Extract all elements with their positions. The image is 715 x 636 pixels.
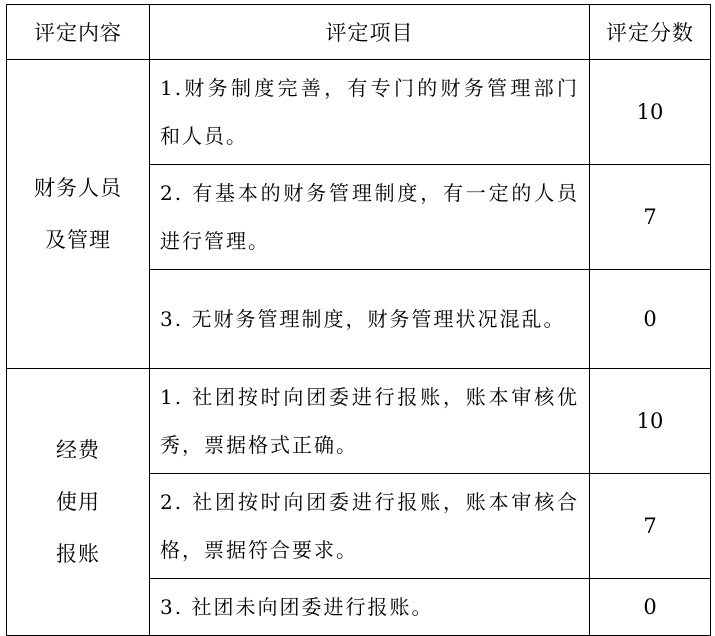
evaluation-table — [6, 4, 711, 636]
table-row — [7, 60, 711, 165]
item-cell: 3. 无财务管理制度，财务管理状况混乱。 — [150, 270, 590, 369]
header-item: 评定项目 — [150, 5, 590, 60]
category-line: 及管理 — [45, 228, 111, 252]
item-cell: 1.财务制度完善，有专门的财务管理部门和人员。 — [150, 60, 590, 165]
category-cell-funds — [7, 369, 150, 636]
table-row — [7, 369, 711, 474]
category-line: 财务人员 — [34, 176, 122, 200]
item-cell: 2. 有基本的财务管理制度，有一定的人员进行管理。 — [150, 165, 590, 270]
score-cell: 10 — [590, 369, 711, 474]
category-line: 报账 — [56, 542, 100, 566]
score-cell: 0 — [590, 270, 711, 369]
score-cell: 0 — [590, 579, 711, 636]
category-line: 使用 — [56, 490, 100, 514]
category-line: 经费 — [56, 438, 100, 462]
score-cell: 7 — [590, 474, 711, 579]
header-row — [7, 5, 711, 60]
header-content: 评定内容 — [7, 5, 150, 60]
score-cell: 7 — [590, 165, 711, 270]
item-cell: 1. 社团按时向团委进行报账，账本审核优秀，票据格式正确。 — [150, 369, 590, 474]
score-cell: 10 — [590, 60, 711, 165]
category-cell-finance — [7, 60, 150, 369]
item-cell: 2. 社团按时向团委进行报账，账本审核合格，票据符合要求。 — [150, 474, 590, 579]
header-score: 评定分数 — [590, 5, 711, 60]
item-cell: 3. 社团未向团委进行报账。 — [150, 579, 590, 636]
